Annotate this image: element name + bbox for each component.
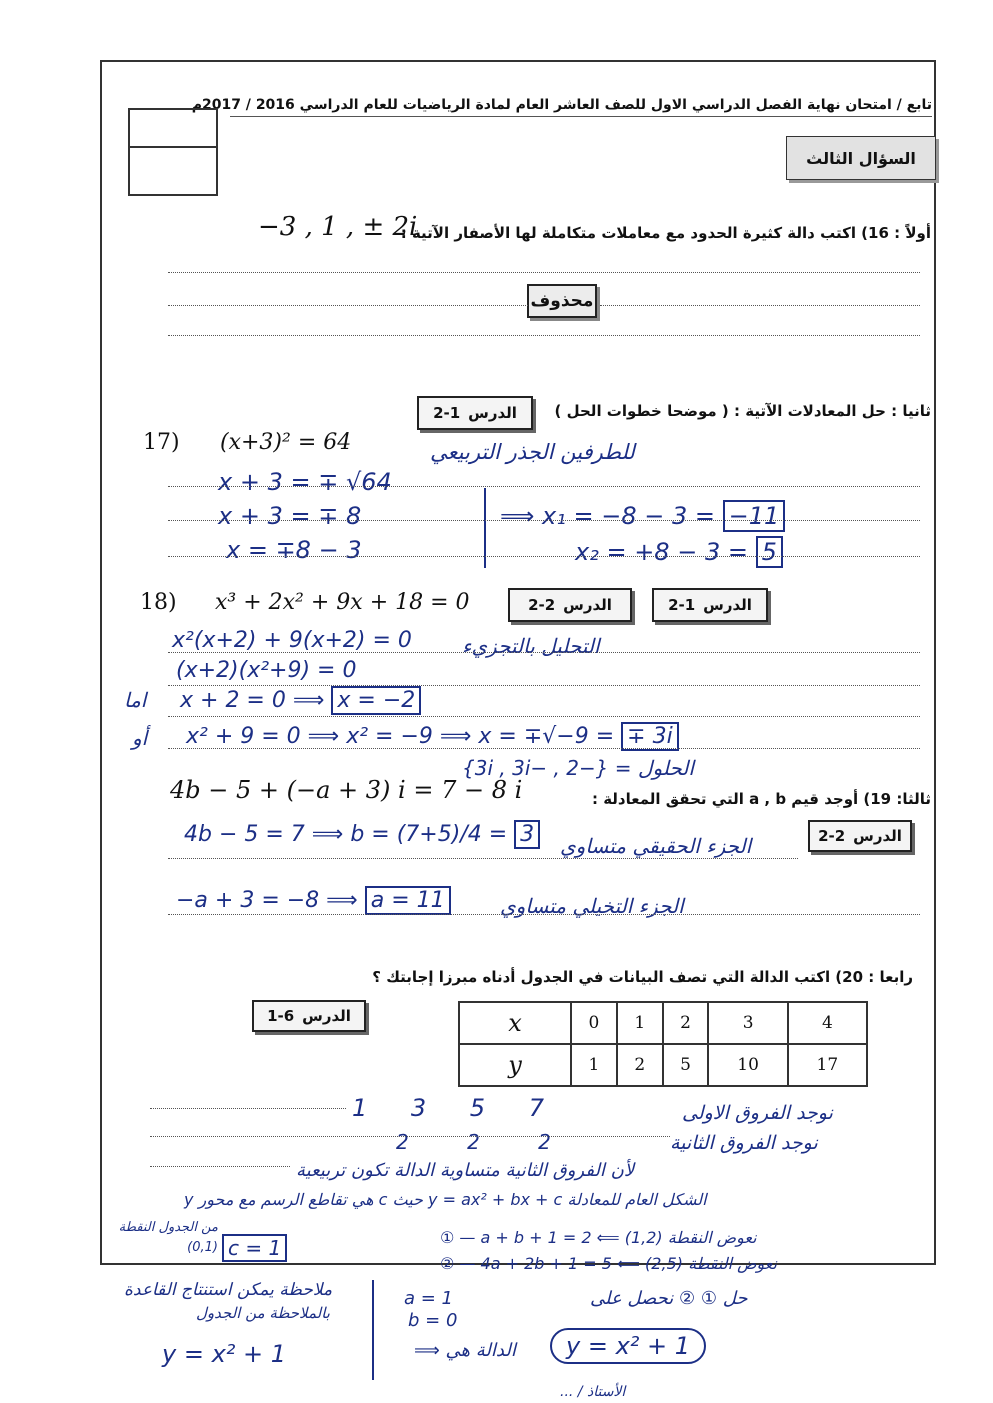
q20-substitution-1: نعوض النقطة (1,2) ⟸ 2 = a + b + 1 — ① <box>440 1228 757 1247</box>
q19-line2-text: −a + 3 = −8 ⟹ <box>176 888 358 913</box>
table-cell: 2 <box>617 1044 663 1086</box>
table-header-x: x <box>459 1002 571 1044</box>
answer-line <box>168 486 920 487</box>
q18-number: 18) <box>140 590 177 615</box>
q17-sol1-text: ⟹ x₁ = −8 − 3 = <box>500 502 715 530</box>
q20-final-note: ⟹ الدالة هي <box>414 1340 516 1361</box>
q18-step1-note: التحليل بالتجزيء <box>462 634 600 658</box>
table-row <box>459 1044 867 1086</box>
part2-label: ثانيا : حل المعادلات الآتية : ( موضحا خطوات الحل ) <box>554 402 931 420</box>
q16-zeros: −3 , 1 , ± 2i <box>258 212 418 242</box>
q18-step2: (x+2)(x²+9) = 0 <box>176 658 357 683</box>
q16-label: أولاً : 16) اكتب دالة كثيرة الحدود مع معاملات متكاملة لها الأصفار الآتية : <box>400 224 931 242</box>
lesson-word: الدرس <box>853 827 902 845</box>
answer-line <box>168 858 798 859</box>
q17-sol2-text: x₂ = +8 − 3 = <box>575 538 748 566</box>
q20-substitution-2: نعوض النقطة (2,5) ⟸ 5 = 4a + 2b + 1 — ② <box>440 1254 777 1273</box>
side-note-2: بالملاحظة من الجدول <box>196 1304 330 1322</box>
teacher-signature: الأستاذ / ... <box>560 1384 626 1400</box>
table-cell: 17 <box>788 1044 867 1086</box>
table-row <box>459 1002 867 1044</box>
table-cell: 10 <box>708 1044 787 1086</box>
answer-line <box>168 272 920 273</box>
answer-line <box>168 520 920 521</box>
lesson-number: 1-6 <box>267 1007 295 1025</box>
lesson-word: الدرس <box>703 596 752 614</box>
q17-step3: x = ∓8 − 3 <box>226 536 362 564</box>
table-cell: 0 <box>571 1002 617 1044</box>
q19-line2 <box>176 888 451 913</box>
q17-equation: (x+3)² = 64 <box>220 430 352 455</box>
q17-number: 17) <box>143 430 180 455</box>
lesson-number: 2-1 <box>668 596 696 614</box>
divider-line <box>372 1280 374 1380</box>
answer-line <box>168 305 528 306</box>
q18-equation: x³ + 2x² + 9x + 18 = 0 <box>215 590 470 615</box>
answer-line <box>150 1108 346 1109</box>
q18-line3-text: x + 2 = 0 ⟹ <box>180 688 325 713</box>
q20-note3: لأن الفروق الثانية متساوية الدالة تكون تربيعية <box>296 1160 635 1181</box>
q18-line3-box: x = −2 <box>331 686 421 715</box>
lesson-number: 2-1 <box>433 404 461 422</box>
lesson-badge <box>508 588 632 622</box>
q19-label: ثالثا: 19) أوجد قيم a , b التي تحقق المعادلة : <box>591 790 931 808</box>
q18-line4 <box>186 724 679 749</box>
q18-line4-text: x² + 9 = 0 ⟹ x² = −9 ⟹ x = ∓√−9 = <box>186 724 615 749</box>
q17-sol2-box: 5 <box>756 536 783 568</box>
answer-line <box>168 914 920 915</box>
answer-line <box>168 748 920 749</box>
q17-solution-2 <box>575 538 783 566</box>
q20-general-form: الشكل العام للمعادلة y = ax² + bx + c حيث c هي تقاطع الرسم مع محور y <box>184 1190 707 1209</box>
q19-equation: 4b − 5 + (−a + 3) i = 7 − 8 i <box>170 776 523 804</box>
table-cell: 2 <box>663 1002 709 1044</box>
lesson-word: الدرس <box>563 596 612 614</box>
answer-line <box>150 1136 670 1137</box>
answer-line <box>168 652 920 653</box>
q17-step2: x + 3 = ∓ 8 <box>218 502 362 530</box>
q20-c-value: c = 1 <box>222 1234 287 1262</box>
side-formula: y = x² + 1 <box>162 1340 287 1368</box>
lesson-number: 2-2 <box>818 827 846 845</box>
answer-line <box>600 305 920 306</box>
q20-note2: نوجد الفروق الثانية <box>670 1132 818 1154</box>
q19-note1: الجزء الحقيقي متساوي <box>560 834 752 858</box>
table-cell: 1 <box>571 1044 617 1086</box>
table-cell: 1 <box>617 1002 663 1044</box>
answer-line <box>168 716 920 717</box>
q19-line1-box: 3 <box>514 820 540 849</box>
q20-second-differences: 2 2 2 <box>396 1130 577 1154</box>
q20-a-value: a = 1 <box>404 1288 454 1309</box>
q20-label: رابعا : 20) اكتب الدالة التي تصف البيانات في الجدول أدناه مبرزا إجابتك ؟ <box>372 968 913 986</box>
lesson-word: الدرس <box>302 1007 351 1025</box>
lesson-badge <box>808 820 912 852</box>
q18-step1: x²(x+2) + 9(x+2) = 0 <box>172 628 412 653</box>
q19-line2-box: a = 11 <box>365 886 451 915</box>
q17-step1: x + 3 = ∓ √64 <box>218 468 392 496</box>
q20-c-note: من الجدول النقطة (0,1) <box>118 1220 218 1255</box>
q17-sol1-box: −11 <box>723 500 786 532</box>
q20-b-value: b = 0 <box>408 1310 458 1331</box>
q18-line3 <box>180 688 421 713</box>
answer-line <box>168 556 920 557</box>
data-table <box>458 1001 868 1087</box>
table-cell: 4 <box>788 1002 867 1044</box>
answer-line <box>168 335 920 336</box>
section-title: السؤال الثالث <box>786 136 936 180</box>
q18-solution-set: الحلول = {−2 , −3i , 3i} <box>462 756 694 780</box>
q18-line4-box: ∓ 3i <box>621 722 679 751</box>
q20-solve-note: حل ① ② نحصل على <box>590 1288 748 1309</box>
table-cell: 3 <box>708 1002 787 1044</box>
q20-final-answer: y = x² + 1 <box>550 1328 706 1364</box>
lesson-badge <box>417 396 533 430</box>
q17-note: للطرفين الجذر التربيعي <box>430 440 635 464</box>
table-cell: 5 <box>663 1044 709 1086</box>
lesson-badge <box>252 1000 366 1032</box>
q20-first-differences: 1 3 5 7 <box>352 1094 562 1122</box>
lesson-word: الدرس <box>468 404 517 422</box>
deleted-stamp: محذوف <box>527 284 597 318</box>
q18-or1: اما <box>124 688 147 712</box>
q20-note1: نوجد الفروق الاولى <box>682 1102 833 1124</box>
lesson-badge <box>652 588 768 622</box>
q19-note2: الجزء التخيلي متساوي <box>500 894 684 918</box>
q19-line1-text: 4b − 5 = 7 ⟹ b = (7+5)/4 = <box>184 822 508 847</box>
lesson-number: 2-2 <box>528 596 556 614</box>
q18-or2: أو <box>132 726 148 750</box>
answer-line <box>168 685 920 686</box>
side-note-1: ملاحظة يمكن استنتاج القاعدة <box>124 1280 333 1300</box>
q19-line1 <box>184 822 540 847</box>
exam-header: تابع / امتحان نهاية الفصل الدراسي الاول للصف العاشر العام لمادة الرياضيات للعام الدراسي 2016 / 2017م <box>230 97 932 117</box>
answer-line <box>150 1166 290 1167</box>
table-header-y: y <box>459 1044 571 1086</box>
grade-box <box>128 108 218 196</box>
q17-solution-1 <box>500 502 785 530</box>
